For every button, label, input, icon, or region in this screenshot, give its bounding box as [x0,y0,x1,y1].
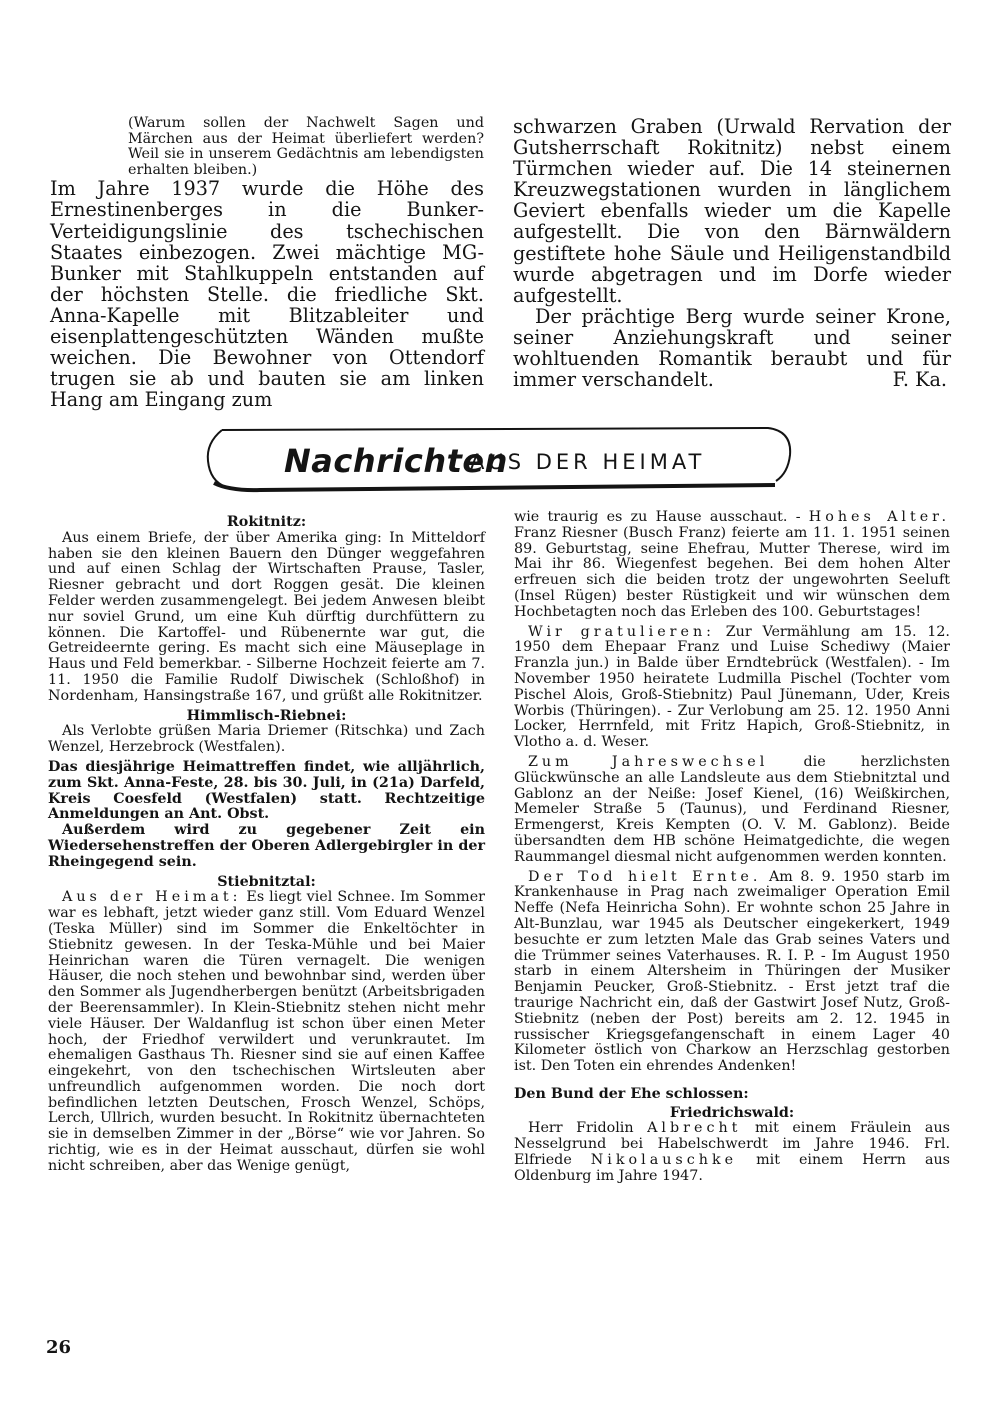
hohes-alter-body: Franz Riesner (Busch Franz) feierte am 11. 1. 1951 seinen 89. Geburtstag, seine Ehefrau, Mutter Therese, wird im Mai ihr 86. Wiegenfest begehen. Bei dem hohen Alter erfreuen sich die beiden trotz der ungewohrten Seeluft (Insel Rügen) bester Rüstigkeit und wir wünschen dem Hochbetagten noch das Erleben des 100. Geburtstages! [514,524,950,620]
section-banner [200,425,795,497]
jahreswechsel-lead: Zum Jahreswechsel [528,753,769,770]
heimattreffen-notice: Das diesjährige Heimattreffen findet, wie alljährlich, zum Skt. Anna-Feste, 28. bis 30. Juli, in (21a) Darfeld, Kreis Coesfeld (Westfalen) statt. Rechtzeitige Anmeldungen an Ant. Obst. [48,758,485,823]
gratulation-paragraph [514,625,950,751]
closing-paragraph [513,306,951,390]
jahreswechsel-body: die herzlichsten Glückwünsche an alle Landsleute aus dem Stiebnitztal und Gablonz an der Neiße: Josef Kienel, (16) Weißkirchen, Memeler Straße 5 (Taunus), und Ferdinand Riesner, Ermengerst, Kreis Kempten (O. V. M. Gablonz). Beide übersandten dem HB schöne Heimatgedichte, die wegen Raummangel diesmal nicht aufgenommen werden konnten. [514,753,951,865]
wiedersehen-notice: Außerdem wird zu gegebener Zeit ein Wiedersehenstreffen der Oberen Adlergebirgler in der Rheingegend sein. [48,822,485,870]
himmlisch-heading: Himmlisch-Riebnei: [186,707,347,724]
ehe-heading: Den Bund der Ehe schlossen: [514,1085,749,1102]
hohes-alter-paragraph [514,510,950,621]
author-signature: F. Ka. [892,368,947,392]
bunker-paragraph: Im Jahre 1937 wurde die Höhe des Ernestinenberges in die Bunker-Verteidigungslinie des tschechischen Staates einbezogen. Zwei mächtige MG-Bunker mit Stahlkuppeln entstanden auf der höchsten Stelle. die friedliche Skt. Anna-Kapelle mit Blitzableiter und eisenplattengeschützten Wänden mußte weichen. Die Bewohner von Ottendorf trugen sie ab und bauten sie am linken Hang am Eingang zum [50,177,484,412]
ehe-paragraph [514,1121,950,1184]
stiebnitztal-heading: Stiebnitztal: [217,873,316,890]
hohes-alter-lead: Hohes Alter. [808,509,950,525]
todesfaelle-body: Am 8. 9. 1950 starb im Krankenhause in Prag nach zweimaliger Operation Emil Neffe (Nefa Heinricha Sohn). Er wohnte schon 25 Jahre in Alt-Bunzlau, war 1945 als Deutscher eingekerkert, 1949 besuchte er zum letzten Male das Grab seines Vaters und die Trümmer seines Vaterhauses. R. I. P. - Im August 1950 starb in einem Altersheim in Thüringen der Musiker Benjamin Peucker, Groß-Stiebnitz. - Erst jetzt traf die traurige Nachricht ein, daß der Gastwirt Josef Nutz, Groß-Stiebnitz (neben der Post) bereits am 2. 12. 1945 in russischer Kriegsgefangenschaft in einem Lager 40 Kilometer östlich von Charkow an Herzschlag gestorben ist. Den Toten ein ehrendes Andenken! [514,868,951,1075]
stiebnitztal-lead: Aus der Heimat: [62,889,242,906]
bottom-left-column [48,512,485,1175]
bottom-right-column [514,510,950,1185]
page-number: 26 [46,1337,72,1358]
rokitnitz-text: Aus einem Briefe, der über Amerika ging: In Mitteldorf haben sie den kleinen Bauern den Dünger weggefahren und auf einen Schlag der Wirtschaften Prause, Tasler, Riesner gebracht und dort Roggen gesät. Die kleinen Felder werden zusammengelegt. Bei jedem Anwesen bleibt nur soviel Grund, um eine Kuh dürftig durchfüttern zu können. Die Kartoffel- und Rübenernte war gut, die Getreideernte gering. Es macht sich eine Mäuseplage in Haus und Feld bemerkbar. - Silberne Hochzeit feierte am 7. 11. 1950 die Familie Rudolf Diwischek (Schloßhof) in Nordenham, Hansingstraße 167, und grüßt alle Rokitnitzer. [48,529,485,704]
ehe-text-2: mit einem Fräulein aus Nesselgrund bei Habelschwerdt im Jahre 1946. Frl. Elfriede [514,1120,951,1169]
closing-text: Der prächtige Berg wurde seiner Krone, seiner Anziehungskraft und seiner wohltuenden Romantik beraubt und für immer verschandelt. [513,304,951,392]
banner-title: Nachrichten [284,442,508,480]
gratulation-body: Zur Vermählung am 15. 12. 1950 dem Ehepaar Franz und Luise Schediwy (Maier Franzla jun.) in Balde über Erndtebrück (Westfalen). - Im November 1950 heiratete Ludmilla Pischel (Tochter vom Pischel Alois, Groß-Stiebnitz) Paul Jünemann, Uder, Kreis Worbis (Thüringen). - Zur Verlobung am 25. 12. 1950 Anni Locker, Herrnfeld, mit Fritz Hapich, Groß-Stiebnitz, in Vlotho a. d. Weser. [514,623,950,751]
friedrichswald-heading: Friedrichswald: [669,1104,795,1121]
intro-note: (Warum sollen der Nachwelt Sagen und Märchen aus der Heimat überliefert werden? Weil sie in unserem Gedächtnis am lebendigsten erhalten bleiben.) [128,115,484,178]
jahreswechsel-paragraph [514,755,950,866]
gratulation-lead: Wir gratulieren: [528,623,715,640]
stiebnitztal-body: Es liegt viel Schnee. Im Sommer war es lebhaft, jetzt wieder ganz still. Vom Eduard Wenzel (Teska Müller) sind im Sommer die Enkeltöchter in Stiebnitz gewesen. In der Teska-Mühle und bei Maier Heinrichan waren die Türen vernagelt. Die wenigen Häuser, die noch stehen und bewohnbar sind, werden über den Sommer als Jugendherbergen benützt (Arbeitsbrigaden der Beerensammler). In Klein-Stiebnitz stehen nicht mehr viele Häuser. Der Waldanflug ist schon über einen Meter hoch, der Friedhof verwildert und verunkrautet. Im ehemaligen Gasthaus Th. Riesner sind sie auf einen Kaffee eingekehrt, von den tschechischen Wirtsleuten aber unfreundlich aufgenommen worden. Die noch dort befindlichen letzten Deutschen, Frosch Wenzel, Schöps, Lerch, Ullrich, wurden besucht. In Rokitnitz übernachteten sie in demselben Zimmer in der „Börse“ wie vor Jahren. So richtig, wie es in der Heimat ausschaut, dürfen sie wohl nicht schreiben, aber das Wenige genügt, [48,889,485,1174]
todesfaelle-paragraph [514,870,950,1075]
hohes-alter-intro: wie traurig es zu Hause ausschaut. - [514,509,801,525]
ehe-text-3: mit einem Herrn aus Oldenburg im Jahre 1947. [514,1152,951,1184]
banner-subtitle: AUS DER HEIMAT [470,450,706,474]
ehe-name-2: Nikolauschke [590,1152,738,1169]
todesfaelle-lead: Der Tod hielt Ernte. [528,868,762,885]
top-left-column [50,116,484,410]
ehe-text-1: Herr Fridolin [528,1120,634,1137]
stiebnitztal-text [48,890,485,1174]
himmlisch-text: Als Verlobte grüßen Maria Driemer (Ritschka) und Zach Wenzel, Herzebrock (Westfalen). [48,723,485,756]
top-right-column [513,116,951,390]
ehe-name-1: Albrecht [647,1120,742,1137]
rokitnitz-heading: Rokitnitz: [226,514,307,530]
kapelle-paragraph: schwarzen Graben (Urwald Rervation der Gutsherrschaft Rokitnitz) nebst einem Türmchen wieder auf. Die 14 steinernen Kreuzwegstationen wurden in länglichem Geviert ebenfalls wieder um die Kapelle aufgestellt. Die von den Bärnwäldern gestiftete hohe Säule und Heiligenstandbild wurde abgetragen und im Dorfe wieder aufgestellt. [513,115,951,307]
